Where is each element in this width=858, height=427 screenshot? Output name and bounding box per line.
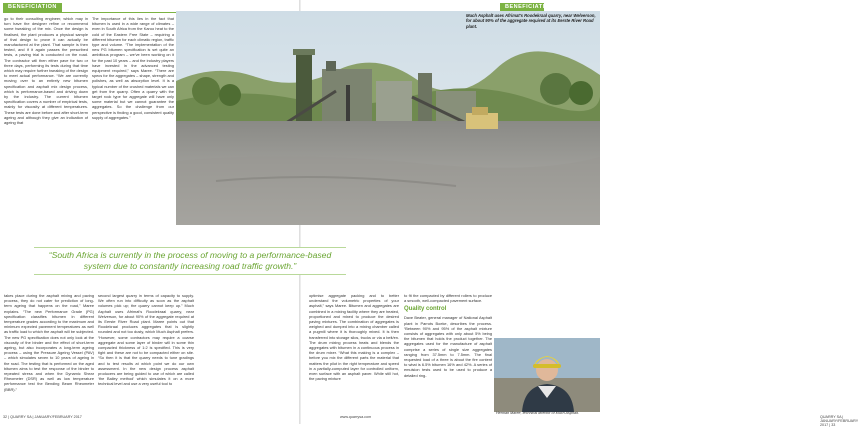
column-1-top-text: go to their consulting engineer, which may in turn have the designer refine or recommend some tweaking of the mix. Once the design is finalised, the plant produces a physical sample of that design to prove it can actually be manufactured at the plant. That sample is then tested, and if it again passes the prescribed tests, a paving trial is conducted on the road. The contractor will then either pave for two or three days, performing its tests during that time which may require further tweaking of the design to meet actual performance. “We are currently moving over to an entirely new bitumen specification and asphalt mix design process, which is performance-based and driving down by the industry. The current bitumen specification covers a number of empirical tests, mainly for viscosity at different temperatures. These tests are done before and after short-term ageing and although they give an indication of ageing that bbox=[4, 16, 88, 126]
section-tab-right: BENEFICIATION bbox=[500, 3, 544, 12]
column-4-after-head-text: Dave Beater, general manager of National Asphalt plant in Parrots Boeke, describes the process. “Between 90% and 95% of the asphalt mixture consists of aggregates with only about 5% being the bitumen that holds the product together. The aggregates used for the manufacture of asphalt comprise a series of single size aggregates ranging from 37.5mm to 7.5mm. The final requested load of a three is about the fire content to what is 6.5% bitumen 16% and 42%. A series of emulsion tests used to be used to produce a detailed ring- bbox=[404, 315, 492, 378]
footer-left: 32 | QUARRY SA | JANUARY/FEBRUARY 2017 bbox=[3, 415, 82, 419]
column-3-bottom bbox=[309, 293, 399, 411]
column-1-bottom bbox=[4, 293, 94, 411]
portrait-photo bbox=[494, 338, 600, 412]
section-tab-left: BENEFICIATION bbox=[3, 3, 62, 12]
column-3-bottom-text: optimise aggregate packing and to better understand the volumetric properties of your asphalt,” says Maree. Bitumen and aggregates are combined in a mixing facility where they are heated, proportioned and mixed to produce the desired paving mixtures. The combination of aggregates is weighed and dumped into a mixing chamber called a pugmill where it is thoroughly mixed. It is then transferred into storage silos, trucks or via a belt/en. The drum mixing process heats and blends the aggregates with bitumen in a continuous process in the drum mixer. “What this making is a complex – before you mix the different parts the material that matters the pilot in the right temperature and speed in a partially-computed layer for controlled uniform, even surface with an asphalt paver. While still hot, the paving mixture bbox=[309, 293, 399, 382]
portrait-caption: Herman Maree, technical director of Much Asphalt. bbox=[496, 411, 579, 415]
footer-right: QUARRY SA | JANUARY/FEBRUARY 2017 | 33 bbox=[820, 415, 858, 427]
photo-caption: Much Asphalt uses Afrimat's Roodekraal quarry, near Welverson, for about 90% of the aggregate required at its Eerste River Road plant. bbox=[466, 13, 596, 29]
column-2-bottom-text: second largest quarry in terms of capacity to supply. We often run into difficulty as soon as the asphalt volumes pick up; the quarry cannot keep up.” Much Asphalt uses Afrimat's Roodekraal quarry, near Welverson, for about 90% of the aggregate required at its Eerste River Road plant. Maree points out that Roodekraal produces aggregates that is slightly rounded and not too dusty, which Much Asphalt prefers. “However, some contractors may require a coarse aggregate and some layer of binder will in some thin compacted thickness of 1:2 is specified. This is very tight and these are not to be compacted either on site. “So then it is that the quarry needs to tune gradings and to test results at which point we do our own assessment. In the new design process asphalt producers are being guided to use of which are called ‘the Bailey method’ which simulates it on a more technical level and use a very useful tool to bbox=[98, 293, 194, 387]
pull-quote: “South Africa is currently in the process of moving to a performance-based system due to constantly increasing road traffic growth.” bbox=[34, 247, 346, 275]
footer-website[interactable]: www.quarrysa.com bbox=[340, 415, 372, 419]
column-2-top bbox=[92, 16, 174, 242]
column-1-top bbox=[4, 16, 88, 242]
column-1-bottom-text: takes place during the asphalt mixing and paving process, they do not cater for prediction of long-term ageing that happens on the road,” Maree explains. “The new Performance Grade (PG) specification classifies bitumen in different temperature grades according to the maximum and minimum expected pavement temperatures as well as traffic load to which the asphalt will be subjected. The new PG specification does not only look at the viscosity of the binder and the effect of short-term ageing, but also incorporates a long-term ageing process – using the Pressure Ageing Vessel (PAV) – which simulates seven to 10 years of ageing in the road. The testing that is performed on the aged bitumen aims to test the response of the binder to repeated stress and when the Dynamic Shear Rheometer (DSR) as well as low temperature performance test the Bending Beam Rheometer (BBR).” bbox=[4, 293, 94, 392]
portrait-illustration bbox=[494, 338, 600, 412]
column-2-bottom bbox=[98, 293, 194, 411]
subhead-quality-control: Quality control bbox=[404, 306, 447, 313]
column-4-bottom-text: to fit the compacted by different rollers to produce a smooth, well-compacted pavement surface. bbox=[404, 293, 492, 304]
column-2-top-text: The importance of this lies in the fact that bitumen is used in a wide range of climates – even in South Africa from the Karoo heat to the cold of the Eastern Free State – requiring a different bitumen for each climatic region, traffic type and volume. “The implementation of the new PG bitumen specification is set quite an ambitious program – we’ve been working on it for the past 10 years – and the industry players have invested in the advanced testing equipment required,” says Maree. “There are specs for the aggregates – shape, strength and polishes, as well as absorption level. It is a typical number of the crushed materials we can get from the quarry. Often a quarry with the target rock type for aggregate will have only some material but we cannot guarantee the aggregates. So the challenge from our perspective is finding a good, consistent quality supply of aggregates.” bbox=[92, 16, 174, 120]
column-4-bottom bbox=[404, 293, 492, 411]
asphalt-plant-illustration bbox=[176, 11, 600, 225]
asphalt-plant-photo bbox=[176, 11, 600, 225]
